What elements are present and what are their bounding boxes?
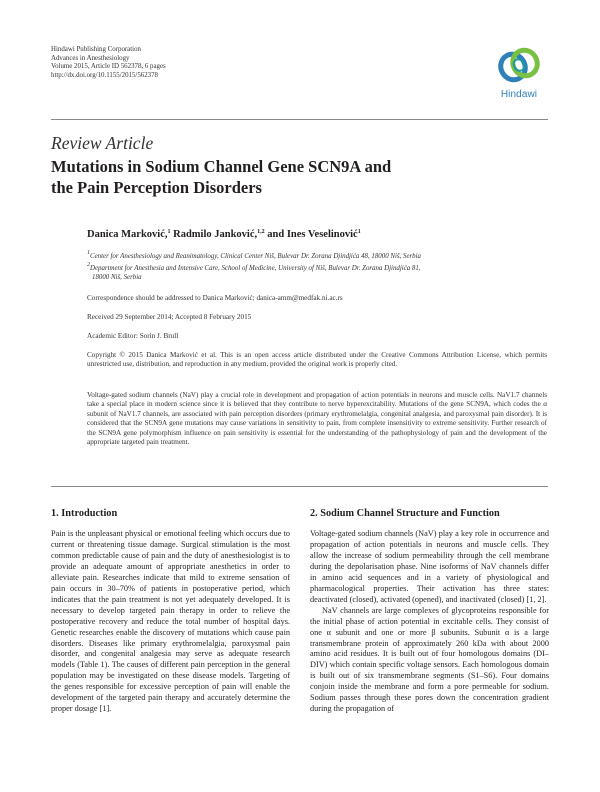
introduction-body xyxy=(51,529,290,715)
author-name: and Ines Veselinović xyxy=(267,229,358,240)
affiliation-mark: 2 xyxy=(87,262,90,268)
affiliation-mark: 1 xyxy=(87,250,90,256)
affiliation-text: Center for Anesthesiology and Reanimatology, Clinical Center Niš, Bulevar Dr. Zorana Djindjića 48, 18000 Niš, Serbia xyxy=(90,253,421,260)
section-heading-introduction: 1. Introduction xyxy=(51,508,118,519)
volume-line: Volume 2015, Article ID 562378, 6 pages xyxy=(51,63,166,71)
hindawi-logo xyxy=(493,42,545,110)
paragraph: Voltage-gated sodium channels (NaV) play a key role in occurrence and propagation of action potentials in neurons and muscle cells. They allow the increase of sodium permeability through the cell membrane during the depolarisation phase. Nine isoforms of NaV channels differ in amino acid sequences and in a variety of physiological and pharmacological properties. Their activation has three states: deactivated (closed), activated (opened), and inactivated (closed) [1, 2]. xyxy=(310,529,549,604)
author-affiliation-mark: 1 xyxy=(357,229,361,235)
author-name: Danica Marković, xyxy=(87,229,168,240)
affiliation-text: Department for Anesthesia and Intensive Care, School of Medicine, University of Niš, Bulevar Dr. Zorana Djindjića 81, xyxy=(90,265,421,272)
article-title xyxy=(51,156,471,198)
doi-link[interactable]: http://dx.doi.org/10.1155/2015/562378 xyxy=(51,71,158,79)
copyright-notice: Copyright © 2015 Danica Marković et al. This is an open access article distributed under the Creative Commons Attribution License, which permits unrestricted use, distribution, and reproduction in any medium, provided the original work is properly cited. xyxy=(87,351,547,369)
header-divider xyxy=(51,119,548,120)
section-heading-sodium-channel: 2. Sodium Channel Structure and Function xyxy=(310,508,500,519)
hindawi-logo-icon xyxy=(493,42,545,88)
abstract-divider xyxy=(51,486,548,487)
author-name: Radmilo Janković, xyxy=(173,229,258,240)
correspondence-note: Correspondence should be addressed to Danica Marković; danica-amm@medfak.ni.ac.rs xyxy=(87,294,343,302)
author-affiliation-mark: 1 xyxy=(167,229,171,235)
abstract: Voltage-gated sodium channels (NaV) play a crucial role in development and propagation of action potentials in neurons and muscle cells. NaV1.7 channels take a special place in modern science since it is believed that they contribute to nerve hyperexcitability. Mutations of the gene SCN9A, which codes the α subunit of NaV1.7 channels, are associated with pain perception disorders (primary erythromelalgia, congenital analgesia, and paroxysmal pain disorder). It is considered that the SCN9A gene mutations may cause variations in sensitivity to pain, from complete insensitivity to extreme sensitivity. Further research of the SCN9A gene polymorphism influence on pain sensitivity is essential for the understanding of the pathophysiology of pain and the development of the appropriate targeted pain treatment. xyxy=(87,391,547,447)
author-list xyxy=(87,229,361,240)
publication-info xyxy=(51,46,351,80)
affiliation-text-continued: 18000 Niš, Serbia xyxy=(92,274,142,281)
academic-editor: Academic Editor: Sorin J. Brull xyxy=(87,332,179,340)
title-line-2: the Pain Perception Disorders xyxy=(51,178,262,197)
article-type: Review Article xyxy=(51,133,154,153)
affiliation-1 xyxy=(87,252,537,261)
paragraph: Pain is the unpleasant physical or emotional feeling which occurs due to current or threatening tissue damage. Surgical stimulation is the most common predictable cause of pain and the duty of anesthesiologist is to provide an adequate amount of appropriate anesthetics in order to alleviate pain. Researches indicate that mild to extreme sensation of pain occurs in 30–70% of patients in postoperative period, which indicates that the pain treatment is not yet adequately developed. It is necessary to develop targeted pain therapy in order to relieve the postoperative recovery and reduce the total number of hospital days. Genetic researches enable the discovery of mutations which cause pain disorders. Diseases like primary erythromelalgia, paroxysmal pain disorder, and congenital analgesia may serve as adequate research models (Table 1). The causes of different pain perception in the general population may be investigated on these disease models. Targeting of the genes responsible for excessive perception of pain will enable the development of the targeted pain therapy and accurately determine the proper dosage [1]. xyxy=(51,529,290,714)
title-line-1: Mutations in Sodium Channel Gene SCN9A and xyxy=(51,157,392,176)
sodium-channel-body xyxy=(310,529,549,715)
affiliation-2 xyxy=(87,264,537,282)
journal-name: Advances in Anesthesiology xyxy=(51,54,130,62)
publisher-name: Hindawi Publishing Corporation xyxy=(51,46,141,53)
received-accepted-dates: Received 29 September 2014; Accepted 8 February 2015 xyxy=(87,313,252,321)
hindawi-wordmark: Hindawi xyxy=(500,89,538,100)
author-affiliation-mark: 1,2 xyxy=(257,229,265,235)
paragraph: NaV channels are large complexes of glycoproteins responsible for the initial phase of action potential in excitable cells. They consist of one α subunit and one or more β subunits. Subunit α is a large transmembrane protein of approximately 260 kDa with about 2000 amino acid residues. It is built out of four homologous domains (DI–DIV) which contain specific voltage sensors. Each homologous domain is built out of six transmembrane segments (S1–S6). Four domains conjoin inside the membrane and form a pore permeable for sodium. Sodium passes through these pores down the concentration gradient during the propagation of xyxy=(310,605,549,714)
